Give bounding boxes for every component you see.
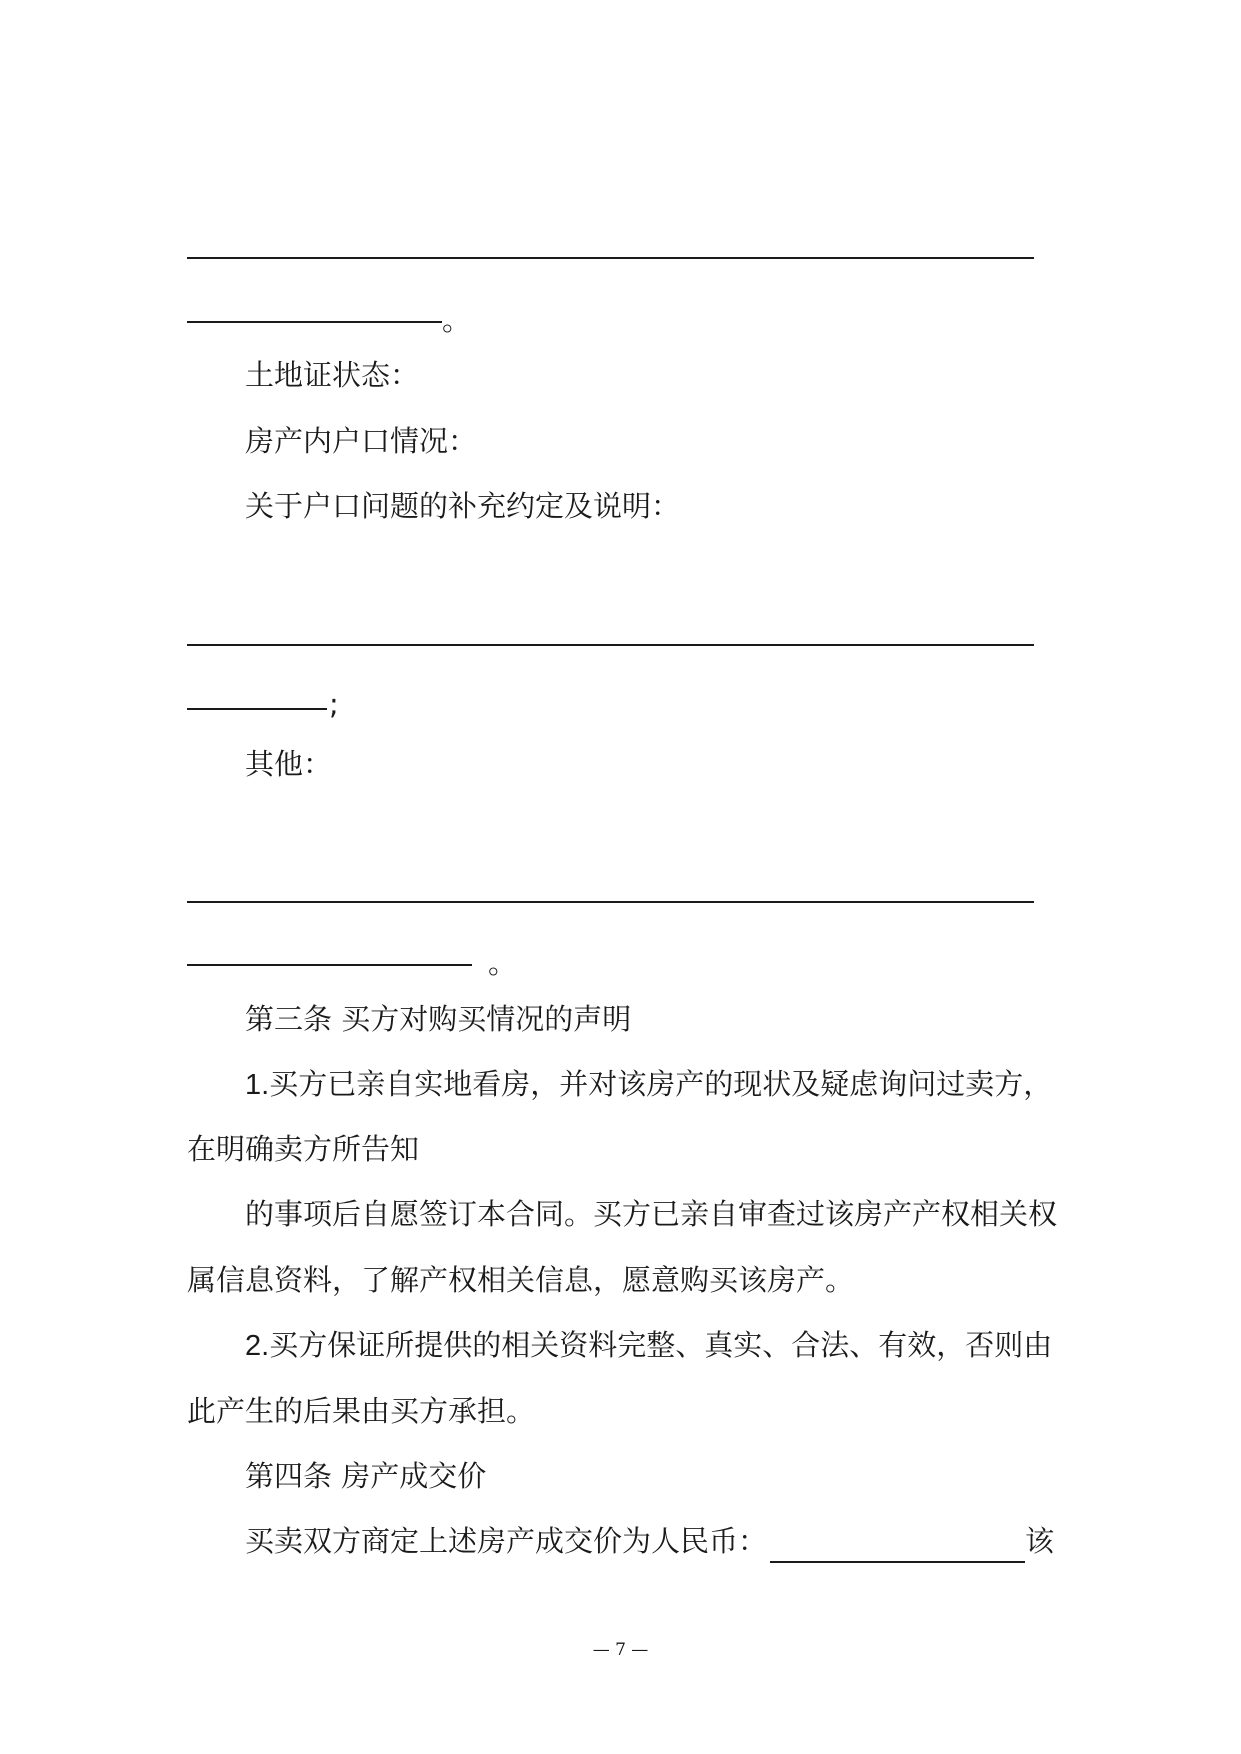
blank-line — [187, 708, 327, 710]
item-1-line-3: 的事项后自愿签订本合同。买方已亲自审查过该房产产权相关权 — [245, 1197, 1058, 1231]
blank-line — [187, 901, 1034, 903]
semicolon-mark: ; — [329, 687, 339, 721]
item-2-line-2: 此产生的后果由买方承担。 — [187, 1394, 536, 1428]
household-supplement-label: 关于户口问题的补充约定及说明： — [245, 489, 681, 523]
period-mark: 。 — [488, 946, 518, 980]
price-tail-text: 该 — [1025, 1524, 1055, 1558]
item-1-line-2: 在明确卖方所告知 — [187, 1132, 420, 1166]
price-statement: 买卖双方商定上述房产成交价为人民币： — [245, 1524, 768, 1558]
blank-line — [187, 257, 1034, 259]
land-certificate-status-label: 土地证状态： — [245, 358, 420, 392]
item-1-number: 1. — [245, 1069, 270, 1101]
article-4-heading: 第四条 房产成交价 — [245, 1459, 487, 1493]
item-1-line-4: 属信息资料，了解产权相关信息，愿意购买该房产。 — [187, 1263, 855, 1297]
blank-line — [187, 321, 442, 323]
price-blank-line — [770, 1561, 1025, 1563]
page-number: — 7 — — [592, 1640, 649, 1660]
period-mark: 。 — [442, 303, 472, 337]
blank-line — [187, 964, 472, 966]
item-2-text: 买方保证所提供的相关资料完整、真实、合法、有效，否则由 — [269, 1328, 1053, 1362]
other-label: 其他： — [245, 747, 333, 781]
article-3-heading: 第三条 买方对购买情况的声明 — [245, 1002, 632, 1036]
blank-line — [187, 644, 1034, 646]
item-1-text: 买方已亲自实地看房，并对该房产的现状及疑虑询问过卖方， — [269, 1067, 1053, 1101]
item-2-line-1 — [245, 1327, 1052, 1364]
household-status-label: 房产内户口情况： — [245, 424, 478, 458]
item-1-line-1 — [245, 1066, 1052, 1103]
item-2-number: 2. — [245, 1330, 270, 1362]
